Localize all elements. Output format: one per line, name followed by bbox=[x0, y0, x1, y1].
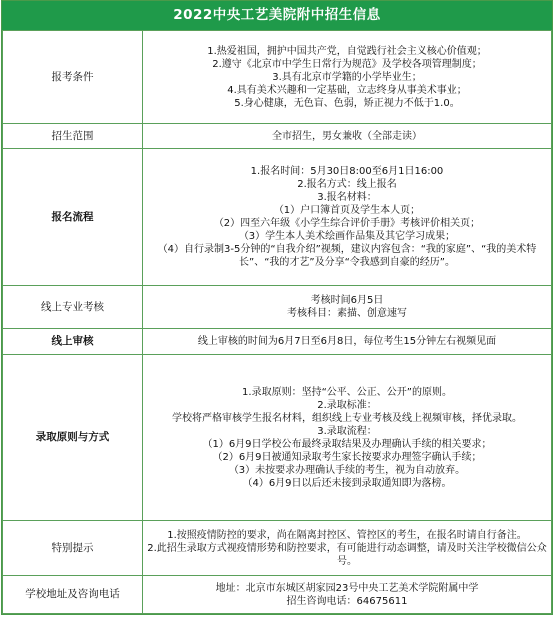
admission-line: 3.录取流程： bbox=[317, 425, 377, 437]
label-notice: 特别提示 bbox=[3, 521, 143, 576]
process-line: （4）自行录制3-5分钟的“自我介绍”视频，建议内容包含：“我的家庭”、“我的美术特长”、“我的才艺”及分享“令我感到自豪的经历”。 bbox=[157, 244, 537, 268]
row-admission bbox=[3, 355, 552, 521]
exam-line: 考核时间6月5日 bbox=[310, 295, 384, 306]
admission-line: （3）未按要求办理确认手续的考生，视为自动放弃。 bbox=[228, 464, 466, 476]
label-scope: 招生范围 bbox=[3, 124, 143, 149]
content-process bbox=[143, 149, 552, 286]
process-line: 2.报名方式：线上报名 bbox=[297, 179, 397, 190]
row-online-review bbox=[3, 329, 552, 355]
content-address bbox=[143, 576, 552, 614]
content-admission bbox=[143, 355, 552, 521]
row-address bbox=[3, 576, 552, 614]
row-process bbox=[3, 149, 552, 286]
info-table bbox=[2, 30, 552, 614]
row-requirements bbox=[3, 31, 552, 124]
content-online-review: 线上审核的时间为6月7日至6月8日，每位考生15分钟左右视频见面 bbox=[143, 329, 552, 355]
address-line: 地址：北京市东城区胡家园23号中央工艺美术学院附属中学 bbox=[215, 582, 479, 594]
label-process: 报名流程 bbox=[3, 149, 143, 286]
requirement-line: 3.具有北京市学籍的小学毕业生； bbox=[272, 71, 422, 83]
content-requirements bbox=[143, 31, 552, 124]
label-admission: 录取原则与方式 bbox=[3, 355, 143, 521]
content-online-exam bbox=[143, 286, 552, 329]
row-online-exam bbox=[3, 286, 552, 329]
exam-line: 考核科目：素描、创意速写 bbox=[287, 308, 407, 319]
content-notice bbox=[143, 521, 552, 576]
requirement-line: 5.身心健康，无色盲、色弱，矫正视力不低于1.0。 bbox=[234, 97, 460, 109]
requirement-line: 1.热爱祖国，拥护中国共产党，自觉践行社会主义核心价值观； bbox=[207, 45, 487, 57]
notice-line: 1.按照疫情防控的要求，尚在隔离封控区、管控区的考生，在报名时请自行备注。 bbox=[167, 529, 527, 541]
page-title: 2022中央工艺美院附中招生信息 bbox=[2, 1, 552, 30]
admission-line: （2）6月9日被通知录取考生家长按要求办理签字确认手续； bbox=[212, 451, 482, 463]
phone-line: 招生咨询电话：64675611 bbox=[286, 595, 408, 607]
label-requirements: 报考条件 bbox=[3, 31, 143, 124]
requirement-line: 4.具有美术兴趣和一定基础，立志终身从事美术事业； bbox=[227, 84, 467, 96]
requirement-line: 2.遵守《北京市中学生日常行为规范》及学校各项管理制度； bbox=[212, 58, 482, 70]
admission-line: （4）6月9日以后还未接到录取通知即为落榜。 bbox=[242, 477, 452, 489]
process-line: （3）学生本人美术绘画作品集及其它学习成果； bbox=[238, 231, 456, 242]
admission-line: 学校将严格审核学生报名材料，组织线上专业考核及线上视频审核，择优录取。 bbox=[172, 412, 522, 424]
admission-line: （1）6月9日学校公布最终录取结果及办理确认手续的相关要求； bbox=[202, 438, 492, 450]
process-line: 3.报名材料： bbox=[317, 192, 377, 203]
row-notice bbox=[3, 521, 552, 576]
row-scope bbox=[3, 124, 552, 149]
label-online-exam: 线上专业考核 bbox=[3, 286, 143, 329]
process-line: （1）户口簿首页及学生本人页； bbox=[273, 205, 421, 216]
process-line: （2）四至六年级《小学生综合评价手册》考核评价相关页； bbox=[213, 218, 481, 229]
admission-line: 2.录取标准： bbox=[317, 399, 377, 411]
admission-info-table bbox=[1, 0, 553, 615]
notice-line: 2.此招生录取方式视疫情形势和防控要求，有可能进行动态调整，请及时关注学校微信公众号。 bbox=[147, 542, 547, 567]
content-scope: 全市招生，男女兼收（全部走读） bbox=[143, 124, 552, 149]
admission-line: 1.录取原则：坚持“公平、公正、公开”的原则。 bbox=[242, 386, 452, 398]
label-address: 学校地址及咨询电话 bbox=[3, 576, 143, 614]
process-line: 1.报名时间：5月30日8:00至6月1日16:00 bbox=[250, 166, 444, 177]
label-online-review: 线上审核 bbox=[3, 329, 143, 355]
